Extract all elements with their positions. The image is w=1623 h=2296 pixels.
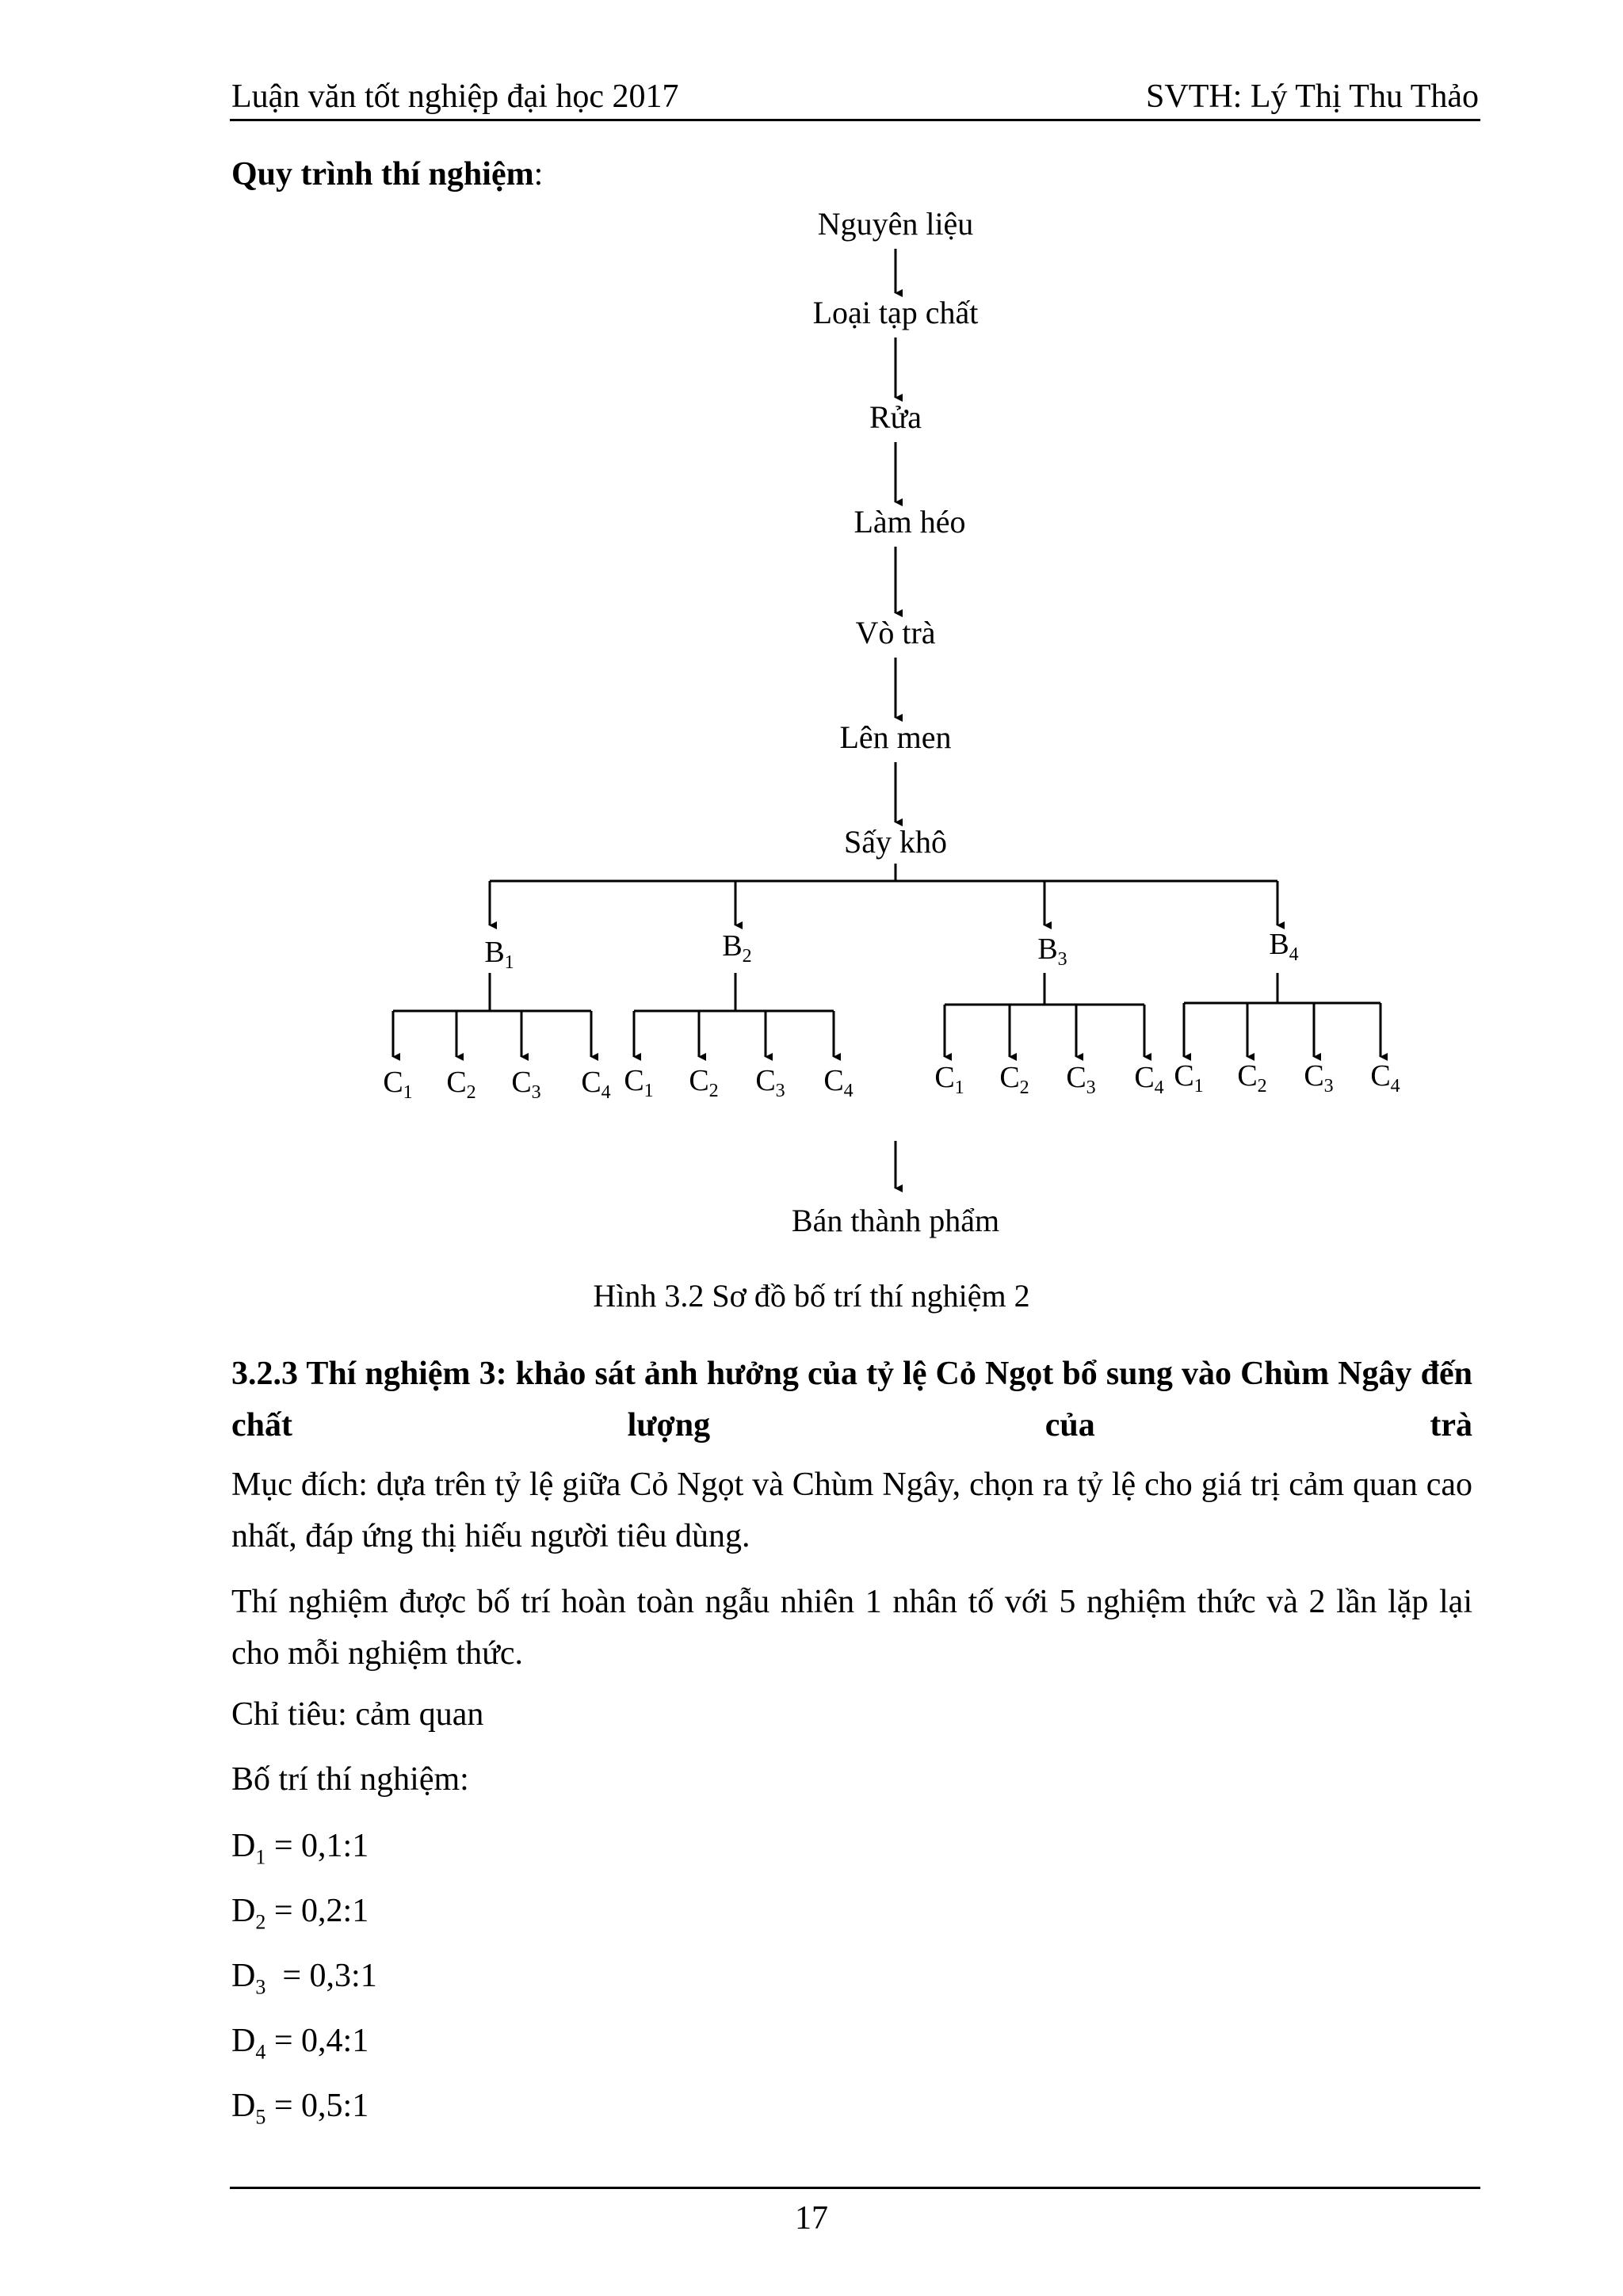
flow-step: Nguyên liệu — [817, 206, 974, 242]
section-heading: 3.2.3 Thí nghiệm 3: khảo sát ảnh hưởng của tỷ lệ Cỏ Ngọt bổ sung vào Chùm Ngây đến chất lượng của trà — [231, 1356, 1472, 1444]
treatment-item: $D_1$ = 0,1:1 — [231, 1828, 369, 1869]
branch-label: $B_4$ — [1269, 928, 1299, 965]
branch-label: $B_1$ — [484, 936, 514, 973]
footer-rule — [230, 2187, 1480, 2189]
flow-step: Loại tạp chất — [812, 295, 979, 330]
leaf-label: $C_3$ — [511, 1066, 541, 1103]
leaf-label: $C_4$ — [823, 1064, 854, 1101]
leaf-label: $C_4$ — [1134, 1061, 1164, 1098]
leaf-label: $C_1$ — [934, 1061, 964, 1098]
design-paragraph: Thí nghiệm được bố trí hoàn toàn ngẫu nhiên 1 nhân tố với 5 nghiệm thức và 2 lần lặp lại cho mỗi nghiệm thức. — [231, 1584, 1472, 1672]
section-label: Quy trình thí nghiệm: — [231, 156, 544, 193]
indicator-line: Chỉ tiêu: cảm quan — [231, 1696, 484, 1733]
purpose-paragraph: Mục đích: dựa trên tỷ lệ giữa Cỏ Ngọt và Chùm Ngây, chọn ra tỷ lệ cho giá trị cảm quan cao nhất, đáp ứng thị hiếu người tiêu dùng. — [231, 1466, 1472, 1554]
header-right: SVTH: Lý Thị Thu Thảo — [1146, 78, 1479, 115]
treatment-item: $D_3$ = 0,3:1 — [231, 1958, 377, 1999]
header-left: Luận văn tốt nghiệp đại học 2017 — [231, 78, 679, 115]
leaf-label: $C_2$ — [1237, 1059, 1267, 1097]
final-step: Bán thành phẩm — [791, 1203, 1000, 1238]
page-number: 17 — [795, 2200, 828, 2237]
branch-label: $B_3$ — [1037, 933, 1067, 970]
figure-caption: Hình 3.2 Sơ đồ bố trí thí nghiệm 2 — [593, 1278, 1030, 1314]
leaf-label: $C_1$ — [624, 1064, 654, 1101]
flow-step: Vò trà — [855, 615, 936, 650]
flow-step: Lên men — [839, 719, 952, 755]
leaf-label: $C_4$ — [1370, 1059, 1400, 1097]
branch-label: $B_2$ — [722, 929, 752, 967]
leaf-label: $C_4$ — [581, 1066, 611, 1103]
layout-label: Bố trí thí nghiệm: — [231, 1761, 469, 1798]
treatment-item: $D_5$ = 0,5:1 — [231, 2088, 369, 2129]
treatment-item: $D_2$ = 0,2:1 — [231, 1893, 369, 1934]
flow-step: Làm héo — [854, 504, 966, 540]
leaf-label: $C_2$ — [689, 1064, 719, 1101]
flow-step: Rửa — [869, 399, 922, 435]
leaf-label: $C_3$ — [1066, 1061, 1096, 1098]
flow-step: Sấy khô — [844, 824, 947, 860]
leaf-label: $C_2$ — [999, 1061, 1029, 1098]
leaf-label: $C_3$ — [755, 1064, 785, 1101]
leaf-label: $C_1$ — [1174, 1059, 1204, 1097]
leaf-label: $C_2$ — [446, 1066, 476, 1103]
leaf-label: $C_1$ — [383, 1066, 413, 1103]
treatment-item: $D_4$ = 0,4:1 — [231, 2023, 369, 2064]
leaf-label: $C_3$ — [1304, 1059, 1334, 1097]
